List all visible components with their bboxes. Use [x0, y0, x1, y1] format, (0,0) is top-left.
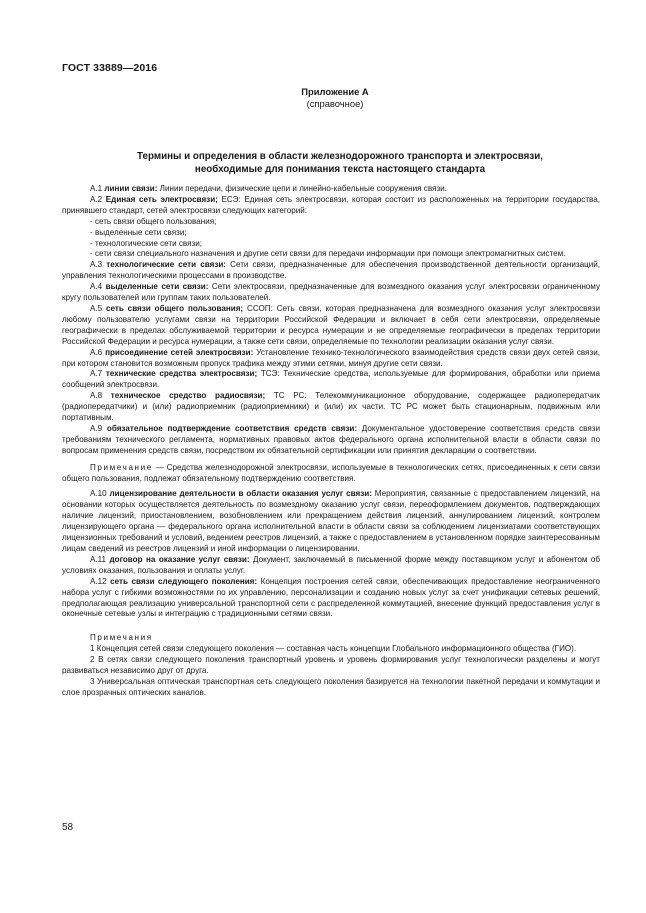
term-entry: А.1 линии связи: Линии передачи, физические цепи и линейно-кабельные сооружения связи.	[90, 184, 447, 193]
term-entry: А.5 сеть связи общего пользования; ССОП: Сеть связи, которая предназначена для возмездного оказания услуг электросвязи любому пользователю услугами связи на территории Российской Федерации и включает в себя сети электросвязи, определяемые географически в пределах обслуживаемой территории и ресурса нумерации и не определяемые географически в пределах территории Российской Федерации и ресурса нумерации, а также сети связи, определяемые по технологии реализации оказания услуг связи.	[62, 303, 600, 346]
term-entry: А.3 технологические сети связи: Сети связи, предназначенные для обеспечения производственной деятельности организаций, управления технологическими процессами в производстве.	[62, 260, 600, 281]
term-entry: А.8 техническое средство радиосвязи; ТС РС: Телекоммуникационное оборудование, содержащее радиопередатчик (радиопередатчики) и (или) радиоприемник (радиоприемники) и (или) их части. ТС РС может быть стационарным, подвижным или портативным.	[62, 391, 600, 423]
term-name: присоединение сетей электросвязи:	[105, 347, 254, 357]
list-item: - сети связи специального назначения и другие сети связи для передачи информации при помощи электромагнитных систем.	[90, 249, 566, 259]
appendix-subtitle: (справочное)	[306, 98, 364, 109]
term-name: сеть связи следующего поколения:	[110, 576, 258, 586]
term-entry: А.12 сеть связи следующего поколения: Концепция построения сетей связи, обеспечивающих предоставление неограниченного набора услуг с гибкими возможностями по их управлению, персонализации и созданию новых услуг за счет унификации сетевых решений, предполагающая реализацию универсальной транспортной сети с распределенной коммутацией, внесение функций предоставления услуг в оконечные сетевые узлы и интеграцию с традиционными сетями связи.	[62, 576, 600, 619]
term-name: техническое средство радиосвязи;	[110, 391, 266, 401]
document-body	[62, 184, 600, 699]
term-name: договор на оказание услуг связи:	[109, 554, 250, 564]
term-entry: А.11 договор на оказание услуг связи: Документ, заключаемый в письменной форме между поставщиком услуг и абонентом об условиях оказания, пользования и оплаты услуг.	[62, 554, 600, 575]
notes-label: Примечания	[90, 633, 153, 643]
list-item: - выделенные сети связи;	[90, 227, 187, 237]
appendix-title: Приложение А	[301, 86, 369, 97]
term-entry: А.7 технические средства электросвязи; ТСЭ: Технические средства, используемые для формирования, обработки или приема сообщений электросвязи.	[62, 369, 600, 390]
term-name: линии связи:	[104, 184, 158, 193]
section-heading	[100, 150, 580, 176]
term-name: выделенные сети связи:	[105, 282, 209, 292]
term-entry: А.10 лицензирование деятельности в области оказания услуг связи: Мероприятия, связанные с предоставлением лицензий, на основании которых осуществляется деятельность по возмездному оказанию услуг связи, переоформлением документов, подтверждающих наличие лицензий, приостановлением, возобновлением или прекращением действия лицензий, аннулированием лицензий, контролем лицензирующего органа — федерального органа исполнительной власти в области связи за соблюдением лицензиатами соответствующих лицензионных требований и условий, ведением реестров лицензий, а также с предоставлением в установленном порядке заинтересованным лицам сведений из реестров лицензий и иной информации о лицензировании.	[62, 489, 600, 553]
heading-line-2: необходимые для понимания текста настоящего стандарта	[194, 164, 486, 175]
note-item: 2 В сетях связи следующего поколения транспортный уровень и уровень формирования услуг технологически разделены и могут развиваться независимо друг от друга.	[62, 655, 600, 676]
page-number: 58	[62, 822, 74, 833]
term-name: сеть связи общего пользования;	[106, 303, 244, 313]
note-item: 3 Универсальная оптическая транспортная сеть следующего поколения базируется на технологии пакетной передачи и коммутации и слое прозрачных оптических каналов.	[62, 676, 600, 697]
term-name: лицензирование деятельности в области оказания услуг связи:	[109, 489, 372, 499]
term-entry: А.2 Единая сеть электросвязи; ЕСЭ: Единая сеть электросвязи, которая состоит из расположенных на территории государства, принявшего стандарт, сетей электросвязи следующих категорий:	[62, 194, 600, 215]
list-item: - сеть связи общего пользования;	[90, 216, 217, 226]
heading-line-1: Термины и определения в области железнодорожного транспорта и электросвязи,	[137, 151, 543, 162]
term-name: технологические сети связи:	[106, 260, 227, 270]
term-entry: А.6 присоединение сетей электросвязи: Установление технико-технологического взаимодействия средств связи двух сетей связи, при котором становится возможным пропуск трафика между этими сетями, минуя другие сети связи.	[62, 347, 600, 368]
term-entry: А.9 обязательное подтверждение соответствия средств связи: Документальное удостоверение соответствия средств связи требованиям технического регламента, нормативных правовых актов федерального органа исполнительной власти в области связи по вопросам применения средств связи, посредством их обязательной сертификации или принятия декларации о соответствии.	[62, 423, 600, 455]
list-item: - технологические сети связи;	[90, 238, 202, 248]
term-name: обязательное подтверждение соответствия средств связи:	[106, 423, 358, 433]
term-entry: А.4 выделенные сети связи: Сети электросвязи, предназначенные для возмездного оказания услуг электросвязи ограниченному кругу пользователей или группам таких пользователей.	[62, 282, 601, 303]
note-item: 1 Концепция сетей связи следующего поколения — составная часть концепции Глобального информационного общества (ГИО).	[90, 644, 577, 654]
term-name: технические средства электросвязи;	[105, 369, 258, 379]
appendix-label	[0, 86, 646, 110]
term-name: Единая сеть электросвязи;	[105, 194, 218, 204]
standard-code: ГОСТ 33889—2016	[62, 62, 158, 74]
note: Примечание — Средства железнодорожной электросвязи, используемые в технологических сетях, присоединенных к сети связи общего пользования, подлежат обязательному подтверждению соответствия.	[62, 462, 600, 483]
note-label: Примечание	[90, 462, 153, 472]
